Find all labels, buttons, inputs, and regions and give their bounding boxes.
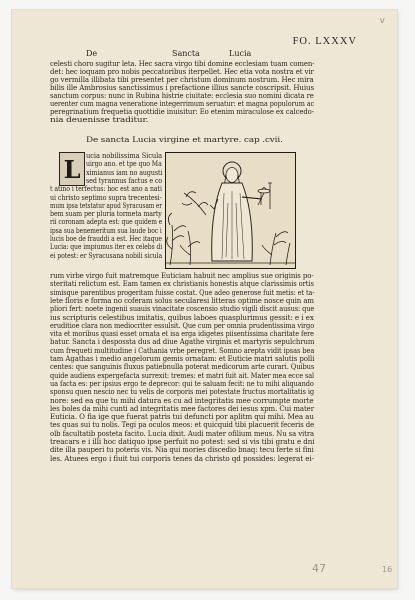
text-line: rum virbe virgo fuit matremque Euticiam habuit nec amplius sue originis po- bbox=[50, 271, 314, 280]
text-line: les boles da mihi cunti ad integritatis mee factores dei iesus xpm. Cui mater bbox=[50, 403, 314, 413]
text-line: cum frequeti multitudine i Cathania vrbe peregret. Somno arepta vidit ipsas bea bbox=[50, 345, 315, 355]
text-line: rii coronam adepta est: que quidem e bbox=[50, 217, 163, 227]
text-line: treacars e i illi hoc datiquo ipse perfuit no potest: sed si vis tibi gratu e dni bbox=[50, 437, 315, 446]
text-line: batur. Sancta i despossta dus ad diue Agathe virginis et martyris sepulchrum bbox=[50, 337, 315, 347]
text-line: simisque parentibus progeritam fuisse costat. Que adeo generose fuit metis: et ta- bbox=[50, 287, 315, 297]
text-line: ipsa sua benemeritum sua laude boc i bbox=[50, 225, 162, 235]
text-line: ei potest: er Syracusana nobili sicula bbox=[50, 250, 163, 260]
running-head-left: De bbox=[86, 49, 98, 58]
text-line: ua facta es: per ipsius ergo te deprecor: qui te saluam fecit: ne tu mihi aliquando bbox=[50, 378, 314, 388]
text-line: sanctum corpus: nunc in Rubina histrie ciuitate: ecclesia suo nomini dicata re bbox=[50, 91, 314, 101]
running-head-middle: Sancta bbox=[172, 49, 200, 58]
text-line: ucia nobilissima Sicula bbox=[86, 151, 163, 160]
text-line: quide audiens expergefacta surrexit: tremes: et matri fuit ait. Mater mea ecce sal bbox=[50, 370, 315, 380]
text-line: uirgo ano. et tpe quo Ma bbox=[86, 159, 162, 169]
text-line: sed tyrannus factus e co bbox=[86, 175, 163, 185]
pencil-mark-bottom: 47 bbox=[312, 562, 326, 575]
chapter-heading: De sancta Lucia virgine et martyre. cap .cvii. bbox=[86, 135, 283, 144]
text-line: dite illa pauperi tu poteris vis. Nia qui mories discedio bnaq: tecu ferte si fini bbox=[50, 445, 314, 455]
text-line: uerenter cum magna veneratione integerrimum seruatur: et magna populorum ac bbox=[50, 99, 315, 109]
pencil-mark-corner: 16 bbox=[382, 565, 393, 574]
text-line: det: hec ioquam pro nobis peccatoribus iterpellet. Hec etia vota nostra et vir bbox=[50, 67, 314, 77]
text-line: peregrinatium frequetia quottidie inuisitur: Eo etenim miraculose ex calcedo- bbox=[50, 107, 314, 117]
text-line: eruditioe clara non mediocriter essulsit. Que cum per omnia prudentissima virgo bbox=[50, 320, 315, 330]
text-line: Euticia. O fia ige que fuerat patris tui defuncti por aplitm qui mihi. Mea au bbox=[50, 412, 314, 422]
text-line: t atino i terfectus: hoc est ano a nati bbox=[50, 184, 162, 194]
text-line: celesti choro sugitur leta. Hec sacra virgo tibi domine ecclesiam tuam comen- bbox=[50, 59, 315, 68]
text-line: bem suam per pluria tormeta marty bbox=[50, 209, 162, 219]
text-line: tes quas sui tu nolis. Tegi pa oculos meos: et quicquid tibi placuerit feceris de bbox=[50, 420, 315, 430]
woodcut-saint-lucia-illustration bbox=[165, 152, 296, 269]
text-line: sponsu quen nescio nec tu velis de corporis mei potestate fructus mortalitatis ig bbox=[50, 387, 315, 397]
text-line: nore: sed ea que tu mihi datura es cu ad integritatis mee corrumpte morte bbox=[50, 395, 314, 405]
text-line: pliori fert: noete ingenii suauis vinacitate coscensio studio vigili discit ausus: que bbox=[50, 304, 315, 314]
folio-number: FO. LXXXV bbox=[292, 36, 357, 47]
text-line: mum ipsa tetstatur apud Syracusam er bbox=[50, 200, 162, 210]
text-line: centes: que sanguinis fluxus patiebnulla poterat medicorum arte curari. Quibus bbox=[50, 362, 315, 372]
text-line: lete floris e forma no coferam solus secularesi litteras optime nosce quin am bbox=[50, 295, 314, 305]
text-line: ui christo septimo supra trecentesi- bbox=[50, 192, 162, 202]
text-line: go vermilla illibata tibi presentet per christum dominum nostrum. Hec mira bbox=[50, 75, 314, 85]
text-line: steritati relictum est. Eam tamen ex christianis honestis atque clarissimis ortis bbox=[50, 279, 314, 289]
text-line: vita et moribus quasi esset ornata et isa erga idigetes piisentissima charitate fere bbox=[50, 329, 314, 339]
decorated-initial: L bbox=[59, 152, 85, 186]
pencil-mark-top: v bbox=[379, 16, 385, 26]
text-line: nia deuenisse traditur. bbox=[50, 115, 149, 125]
text-line: Lucia: que impiumus iter ex celebs di bbox=[50, 242, 163, 252]
text-line: olb facultatib posteta facito. Lucia dixit. Audi mater ofilium meus. Nu sa vitra bbox=[50, 428, 315, 438]
text-line: ximianus iam no augusti bbox=[86, 167, 163, 177]
text-line: les. Atuees ergo i fiuit tui corporis tenes da christo qd possides: legerat ei- bbox=[50, 453, 314, 463]
text-line: tam Agathas i medio angelorum gemis ornatam: et Euticie matri salutis polli bbox=[50, 354, 315, 363]
text-line: lucis boe de frauddi a est. Hec itaque bbox=[50, 234, 162, 243]
text-line: ius scripturis celestibus imitatis, quibus laboes quasplurimus gessit: e i ex bbox=[50, 312, 314, 322]
running-head-right: Lucia bbox=[229, 49, 252, 58]
text-line: bilis ille Ambrosius sanctissimus i prefactione illius sancte coscripsit. Huius bbox=[50, 83, 315, 93]
